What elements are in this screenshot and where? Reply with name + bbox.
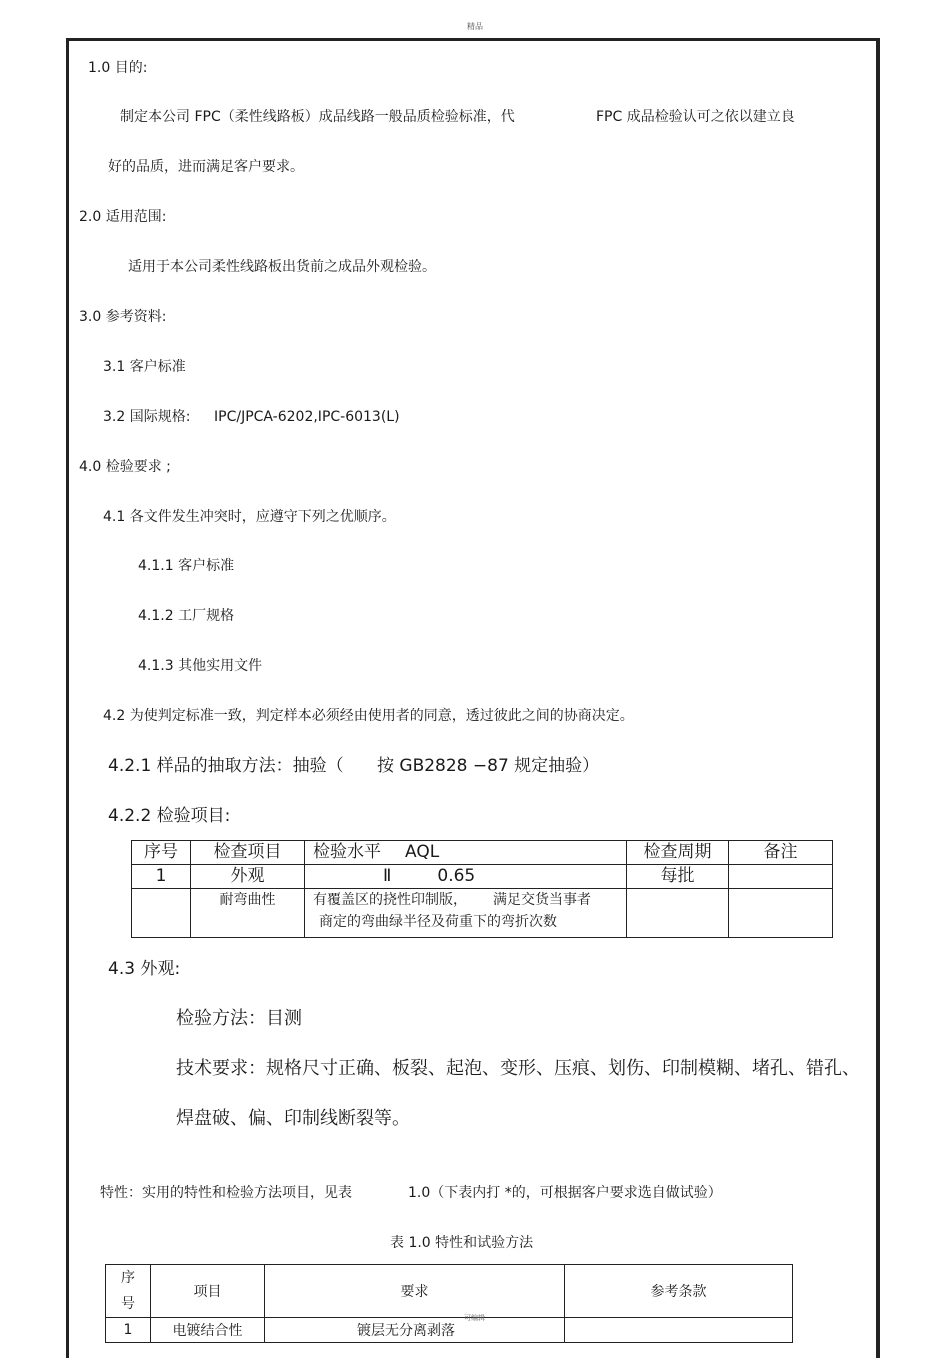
row2-item: 耐弯曲性 [191, 889, 305, 938]
section-2-body: 适用于本公司柔性线路板出货前之成品外观检验。 [128, 259, 436, 275]
page-footer: 可编辑 [464, 1314, 485, 1322]
header-no: 序号 [132, 841, 191, 865]
section-3-title: 3.0 参考资料: [79, 309, 167, 325]
header-requirement: 要求 [265, 1265, 565, 1318]
section-4-1-1: 4.1.1 客户标准 [138, 558, 235, 574]
header-reference: 参考条款 [565, 1265, 793, 1318]
characteristics-note-part1: 特性：实用的特性和检验方法项目，见表 [100, 1185, 352, 1201]
row2-req-line2: 商定的弯曲绿半径及荷重下的弯折次数 [319, 914, 557, 930]
row1-item: 外观 [191, 865, 305, 889]
inspection-items-table [131, 840, 833, 938]
row1-level: Ⅱ [383, 866, 392, 886]
section-3-2-label: 3.2 国际规格: [103, 409, 191, 425]
table-row [132, 865, 833, 889]
section-1-body-part1: 制定本公司 FPC（柔性线路板）成品线路一般品质检验标准，代 [120, 109, 515, 125]
table-header-row [132, 841, 833, 865]
row2-period [627, 889, 729, 938]
technical-requirements-line1: 技术要求：规格尺寸正确、板裂、起泡、变形、压痕、划伤、印制模糊、堵孔、错孔、 [176, 1058, 860, 1079]
section-4-2: 4.2 为使判定标准一致，判定样本必须经由使用者的同意，透过彼此之间的协商决定。 [103, 708, 634, 724]
table-row [132, 889, 833, 938]
table-row [106, 1318, 793, 1343]
page-header: 精品 [467, 22, 483, 31]
header-item: 项目 [151, 1265, 265, 1318]
row2-note [729, 889, 833, 938]
section-3-2-value: IPC/JPCA-6202,IPC-6013(L) [214, 409, 400, 425]
table-header-row [106, 1265, 793, 1318]
section-4-title: 4.0 检验要求 ; [79, 459, 171, 475]
row1-aql: 0.65 [437, 866, 476, 886]
header-level-aql [305, 841, 627, 865]
header-aql: AQL [405, 842, 440, 862]
row2-req-line1: 有覆盖区的挠性印制版， 满足交货当事者 [313, 892, 591, 908]
section-4-1-3: 4.1.3 其他实用文件 [138, 658, 263, 674]
row1-requirement: 镀层无分离剥落 [265, 1318, 565, 1343]
row1-no: 1 [106, 1318, 151, 1343]
section-1-body-part3: 好的品质，进而满足客户要求。 [108, 159, 304, 175]
table-2-caption: 表 1.0 特性和试验方法 [390, 1235, 534, 1251]
header-no: 序 号 [106, 1265, 151, 1318]
row2-requirement [305, 889, 627, 938]
inspection-method: 检验方法：目测 [176, 1008, 302, 1029]
section-1-body-part2: FPC 成品检验认可之依以建立良 [596, 109, 795, 125]
section-3-1: 3.1 客户标准 [103, 359, 186, 375]
section-4-2-1-part1: 4.2.1 样品的抽取方法：抽验（ [108, 756, 344, 776]
section-4-2-1-part2: 按 GB2828 −87 规定抽验） [377, 756, 600, 776]
row1-level-aql [305, 865, 627, 889]
section-2-title: 2.0 适用范围: [79, 209, 167, 225]
characteristics-note-part2: 1.0（下表内打 *的，可根据客户要求选自做试验） [408, 1185, 722, 1201]
section-4-1-2: 4.1.2 工厂规格 [138, 608, 235, 624]
row1-note [729, 865, 833, 889]
header-level: 检验水平 [313, 842, 381, 862]
header-item: 检查项目 [191, 841, 305, 865]
row1-no: 1 [132, 865, 191, 889]
technical-requirements-line2: 焊盘破、偏、印制线断裂等。 [176, 1108, 410, 1129]
row1-reference [565, 1318, 793, 1343]
row2-no [132, 889, 191, 938]
header-period: 检查周期 [627, 841, 729, 865]
header-note: 备注 [729, 841, 833, 865]
characteristics-table [105, 1264, 793, 1343]
row1-period: 每批 [627, 865, 729, 889]
section-4-2-2-title: 4.2.2 检验项目: [108, 806, 231, 826]
row1-item: 电镀结合性 [151, 1318, 265, 1343]
section-4-1: 4.1 各文件发生冲突时，应遵守下列之优顺序。 [103, 509, 396, 525]
section-1-title: 1.0 目的: [88, 60, 148, 76]
document-frame [66, 38, 880, 1358]
section-4-3-title: 4.3 外观: [108, 959, 181, 979]
